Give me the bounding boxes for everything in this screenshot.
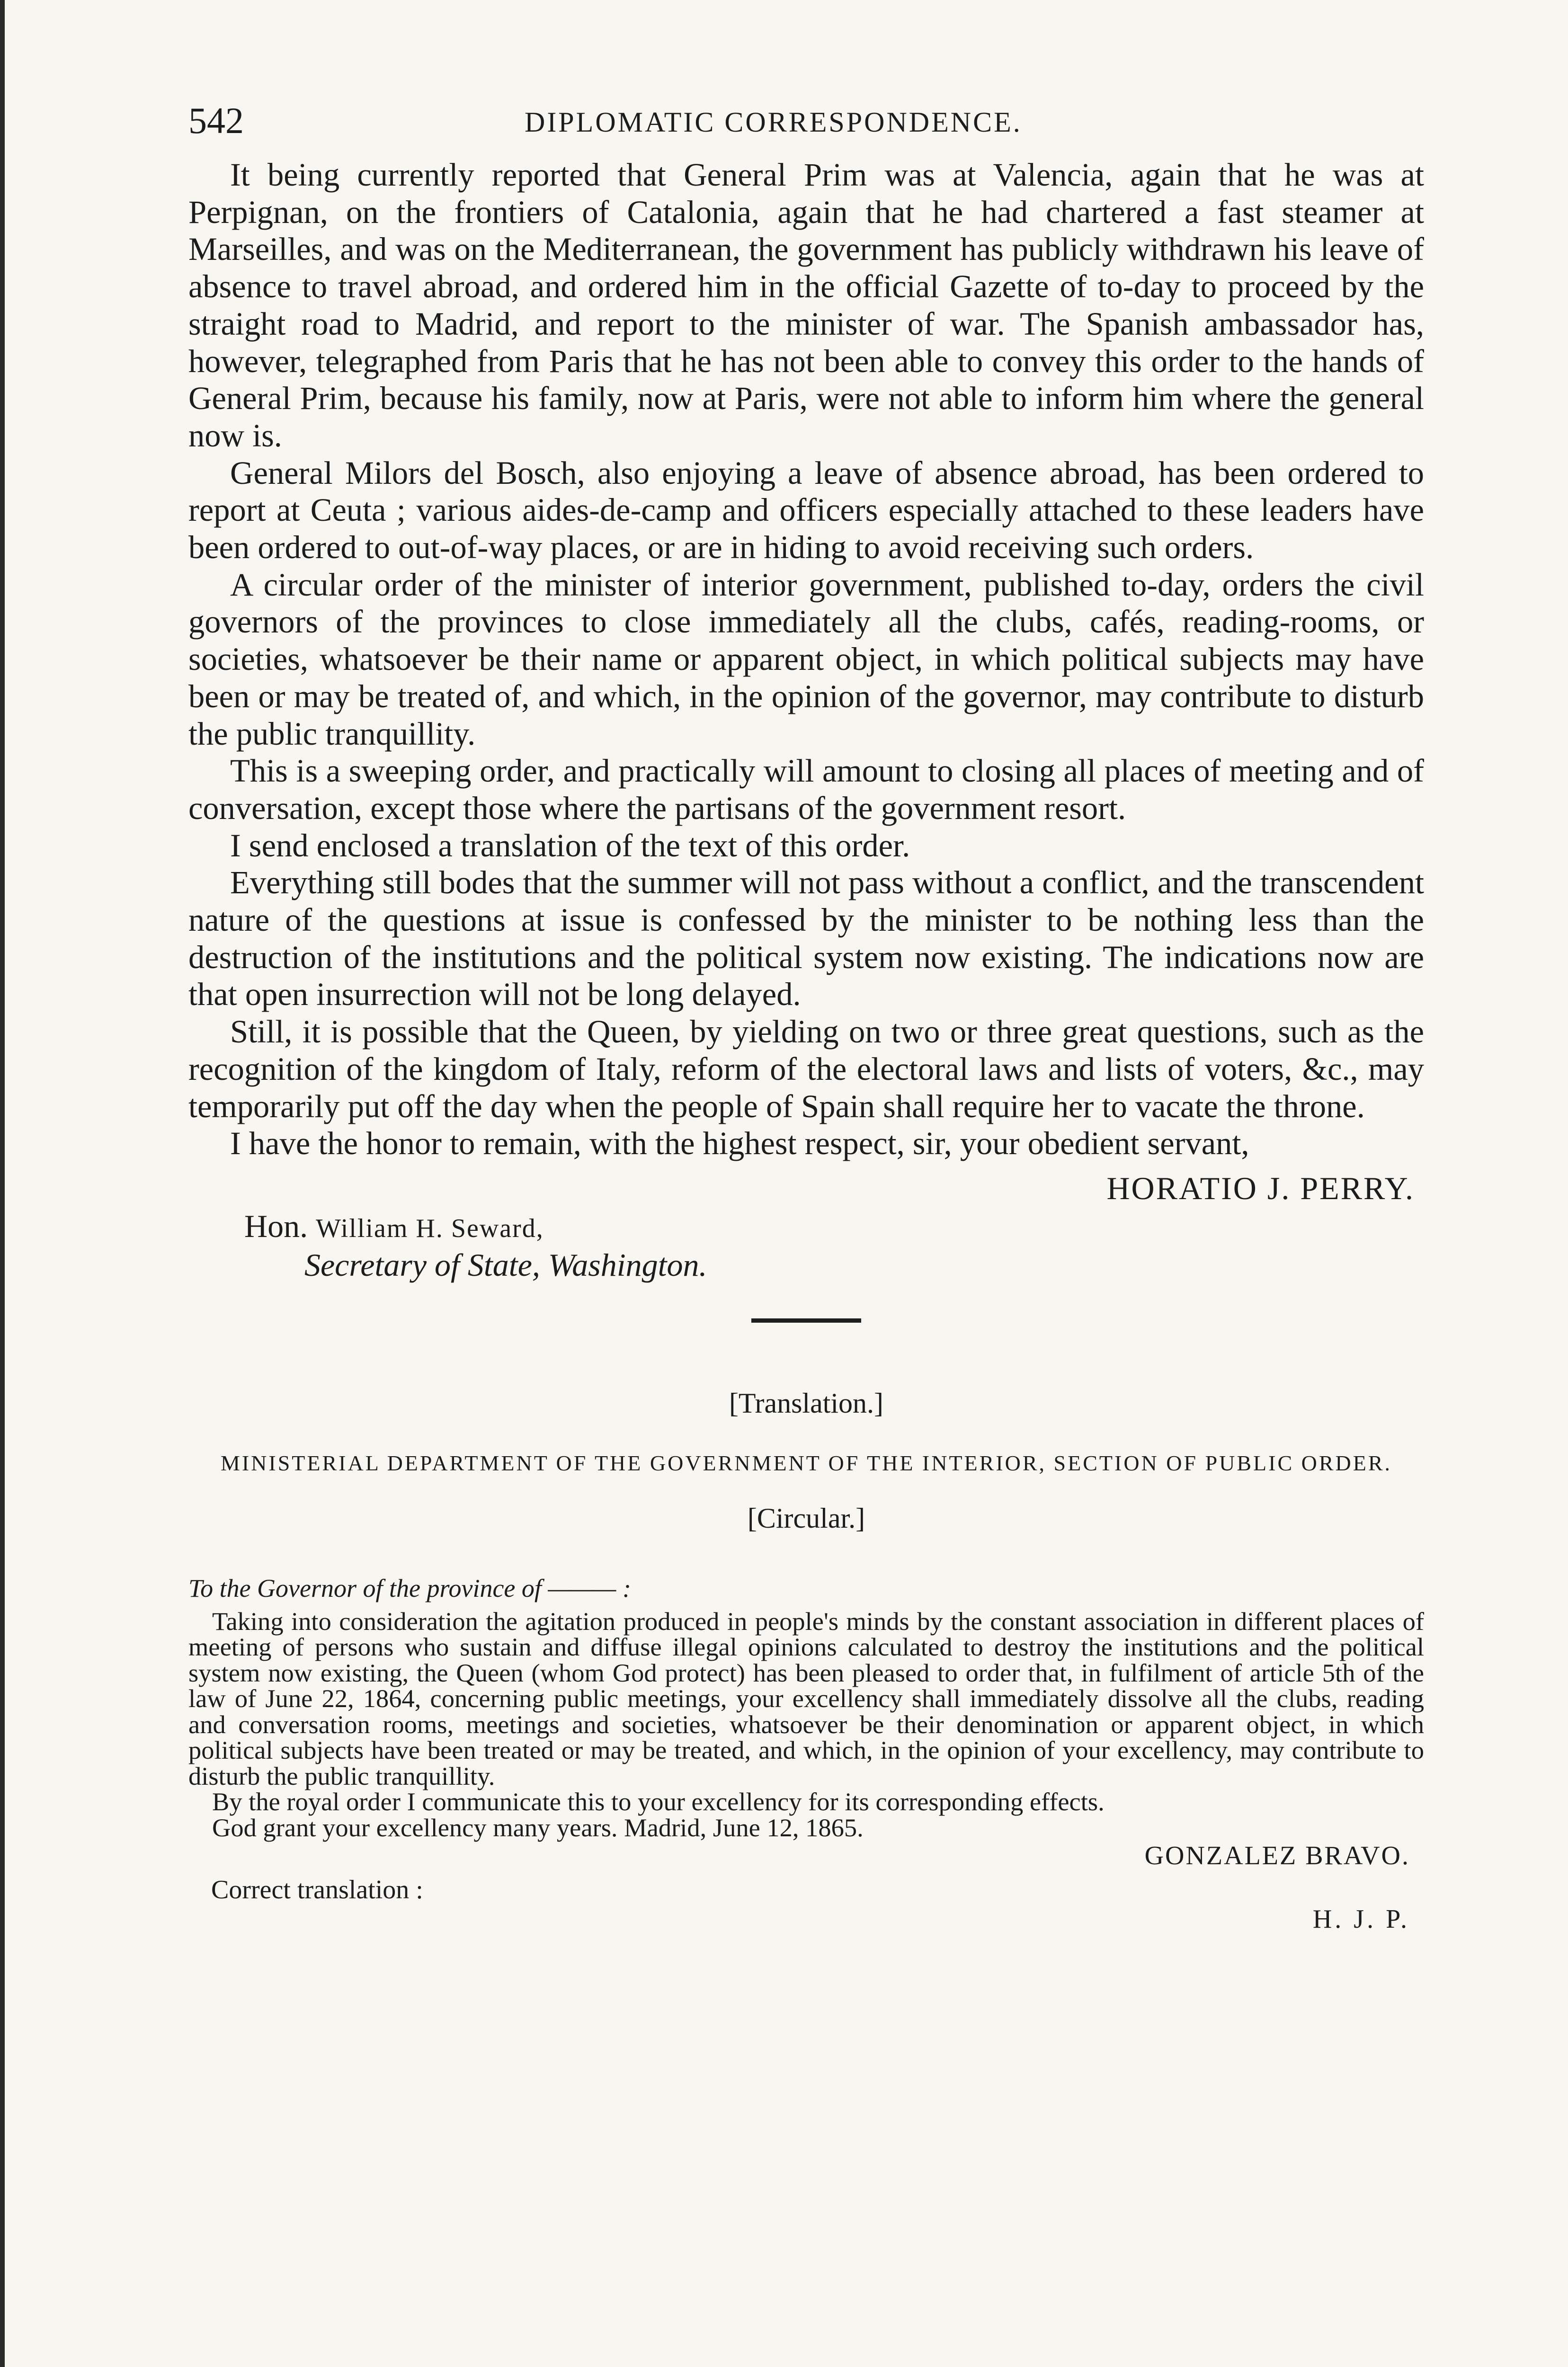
page-edge-rule	[0, 0, 5, 2367]
department-heading: MINISTERIAL DEPARTMENT OF THE GOVERNMENT OF THE INTERIOR, SECTION OF PUBLIC ORDER.	[220, 1450, 1392, 1475]
circular-paragraph: Taking into consideration the agitation produced in people's minds by the constant association in different places of meeting of persons who sustain and diffuse illegal opinions calculated to destroy the institutions and the political system now existing, the Queen (whom God protect) has been pleased to order that, in fulfilment of article 5th of the law of June 22, 1864, concerning public meetings, your excellency shall immediately dissolve all the clubs, reading and conversation rooms, meetings and societies, whatsoever be their denomination or apparent object, in which political subjects have been treated or may be treated, and which, in the opinion of your excellency, may contribute to disturb the public tranquillity.	[188, 1606, 1424, 1790]
page-header	[188, 99, 1424, 156]
circular-body	[188, 1606, 1424, 1842]
page-number: 542	[188, 100, 244, 141]
translation-label: [Translation.]	[729, 1387, 884, 1419]
letter-paragraph: A circular order of the minister of interior government, published to-day, orders the civil governors of the provinces to close immediately all the clubs, cafés, reading-rooms, or societies, whatsoever be their name or apparent object, in which political subjects may have been or may be treated of, and which, in the opinion of the governor, may contribute to disturb the public tranquillity.	[188, 566, 1424, 752]
running-head: DIPLOMATIC CORRESPONDENCE.	[525, 107, 1022, 138]
addressee-name: William H. Seward,	[316, 1213, 544, 1243]
letter-closing: I have the honor to remain, with the highest respect, sir, your obedient servant,	[230, 1125, 1249, 1162]
letter-signer: HORATIO J. PERRY.	[1106, 1170, 1415, 1206]
circular-label: [Circular.]	[747, 1502, 865, 1534]
letter-paragraph: General Milors del Bosch, also enjoying a leave of absence abroad, has been ordered to report at Ceuta ; various aides-de-camp and officers especially attached to these leaders have been ordered to out-of-way places, or are in hiding to avoid receiving such orders.	[188, 454, 1424, 566]
section-divider	[751, 1318, 861, 1323]
addressee-title: Secretary of State, Washington.	[304, 1246, 707, 1283]
circular-paragraph: By the royal order I communicate this to your excellency for its corresponding effects.	[212, 1787, 1105, 1816]
letter-paragraph: This is a sweeping order, and practically will amount to closing all places of meeting and of conversation, except those where the partisans of the government resort.	[188, 753, 1424, 826]
translator-initials: H. J. P.	[1312, 1904, 1410, 1934]
letter-paragraph: Still, it is possible that the Queen, by yielding on two or three great questions, such as the recognition of the kingdom of Italy, reform of the electoral laws and lists of voters, &c., may temporarily put off the day when the people of Spain shall require her to vacate the throne.	[188, 1014, 1424, 1124]
circular-paragraph: God grant your excellency many years. Madrid, June 12, 1865.	[212, 1813, 864, 1842]
circular-salutation: To the Governor of the province of ——— :	[188, 1574, 631, 1602]
addressee	[244, 1208, 544, 1245]
letter-body	[188, 156, 1424, 1162]
page	[188, 99, 1424, 1935]
correct-translation-note: Correct translation :	[211, 1875, 423, 1905]
letter-paragraph: It being currently reported that General Prim was at Valencia, again that he was at Perpignan, on the frontiers of Catalonia, again that he had chartered a fast steamer at Marseilles, and was on the Mediterranean, the government has publicly withdrawn his leave of absence to travel abroad, and ordered him in the official Gazette of to-day to proceed by the straight road to Madrid, and report to the minister of war. The Spanish ambassador has, however, telegraphed from Paris that he has not been able to convey this order to the hands of General Prim, because his family, now at Paris, were not able to inform him where the general now is.	[188, 157, 1424, 454]
letter-signature-block	[188, 1162, 1424, 1299]
circular-signer: GONZALEZ BRAVO.	[1144, 1841, 1410, 1871]
circular-signature-block	[188, 1841, 1424, 1935]
letter-paragraph: I send enclosed a translation of the text of this order.	[230, 827, 910, 863]
letter-paragraph: Everything still bodes that the summer will not pass without a conflict, and the transcendent nature of the questions at issue is confessed by the minister to be nothing less than the destruction of the institutions and the political system now existing. The indications now are that open insurrection will not be long delayed.	[188, 864, 1424, 1013]
addressee-prefix: Hon.	[244, 1208, 308, 1244]
